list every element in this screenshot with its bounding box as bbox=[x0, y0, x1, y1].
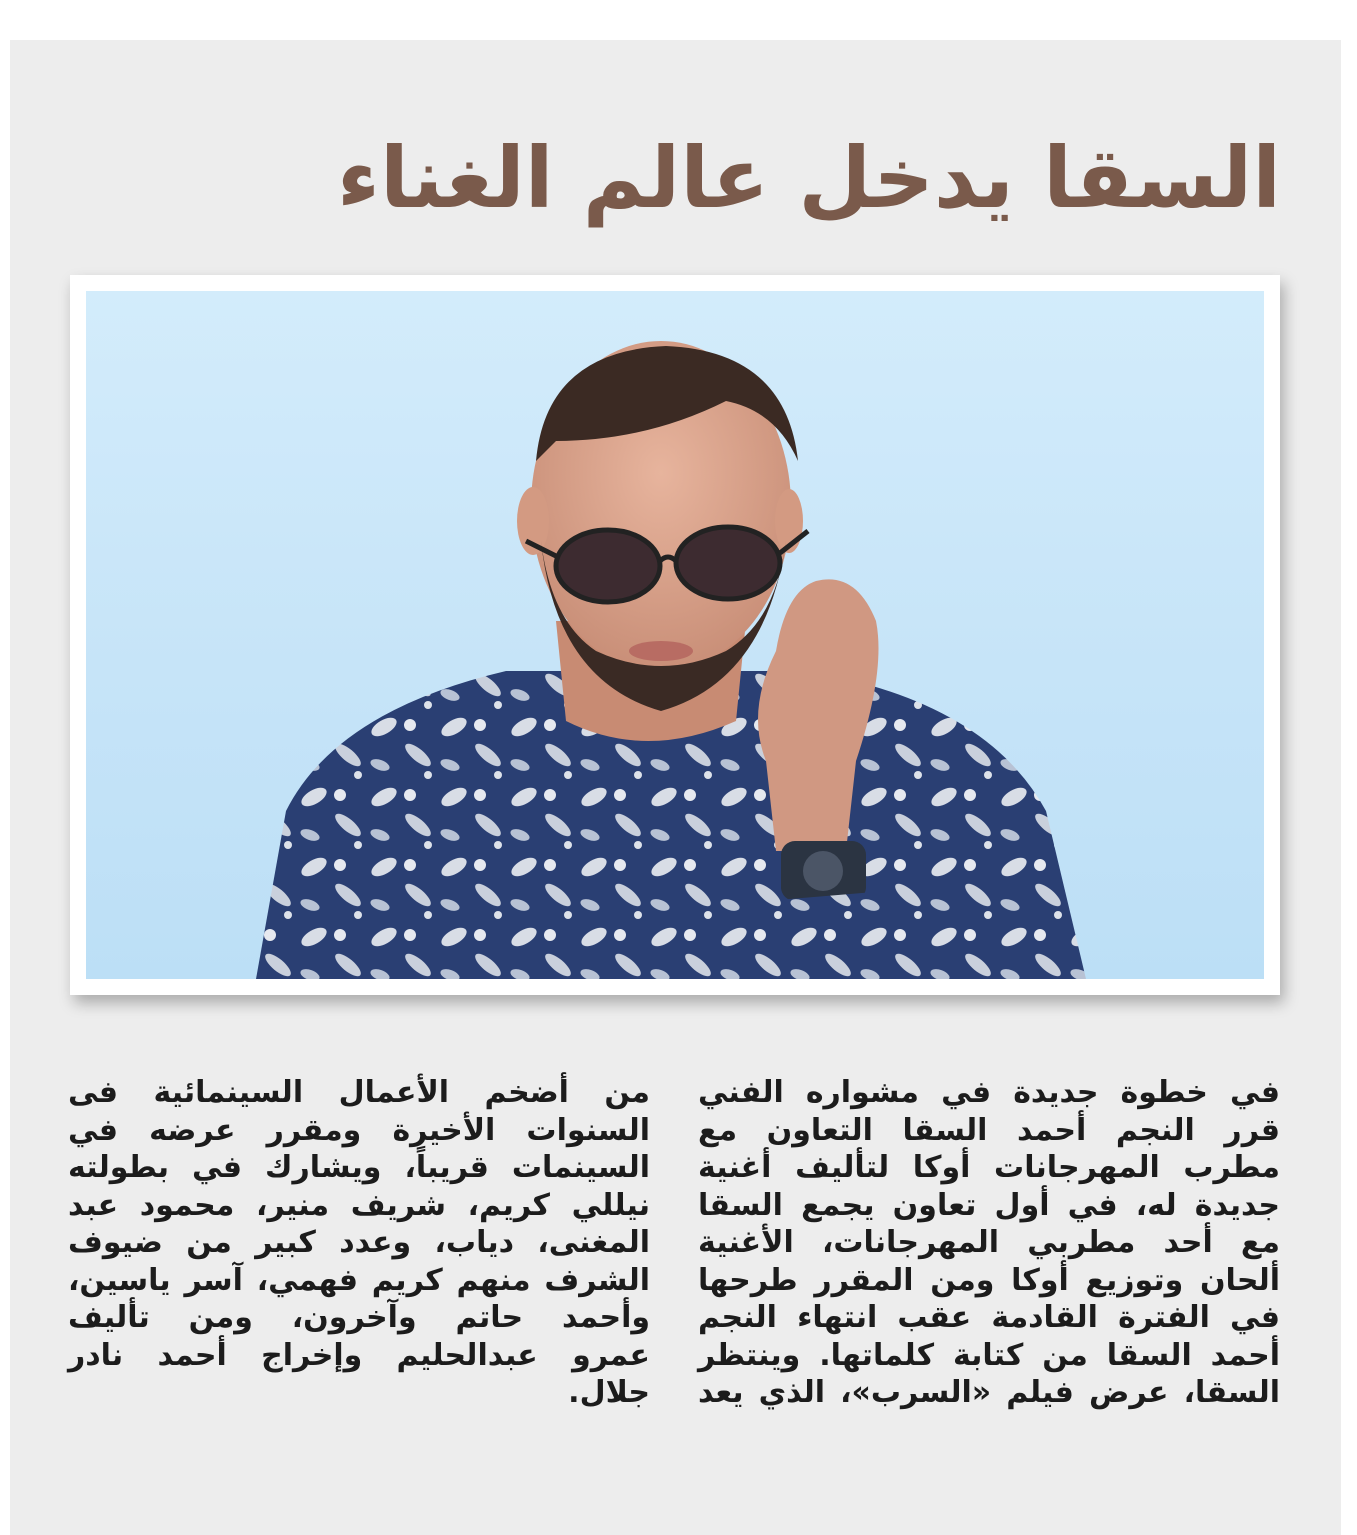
article-headline: السقا يدخل عالم الغناء bbox=[337, 129, 1281, 227]
article-line: عمرو عبدالحليم وإخراج أحمد نادر bbox=[68, 1337, 650, 1373]
article-line: جلال. bbox=[568, 1375, 650, 1410]
article-line: جديدة له، في أول تعاون يجمع السقا bbox=[698, 1187, 1280, 1223]
article-photo-frame bbox=[70, 275, 1280, 995]
portrait-illustration bbox=[86, 291, 1264, 979]
article-column-right bbox=[698, 1074, 1280, 1412]
article-line: مطرب المهرجانات أوكا لتأليف أغنية bbox=[698, 1150, 1280, 1185]
article-line: السقا، عرض فيلم «السرب»، الذي يعد bbox=[698, 1375, 1280, 1410]
article-line: من أضخم الأعمال السينمائية فى bbox=[68, 1075, 650, 1110]
article-line: السينمات قريباً، ويشارك في بطولته bbox=[68, 1150, 650, 1185]
article-line: في خطوة جديدة في مشواره الفني bbox=[698, 1075, 1280, 1110]
article-line: مع أحد مطربي المهرجانات، الأغنية bbox=[698, 1225, 1280, 1260]
article-body bbox=[68, 1074, 1280, 1514]
article-line: في الفترة القادمة عقب انتهاء النجم bbox=[698, 1300, 1280, 1335]
article-line: وأحمد حاتم وآخرون، ومن تأليف bbox=[68, 1300, 650, 1335]
article-line: نيللي كريم، شريف منير، محمود عبد bbox=[68, 1187, 650, 1223]
article-line: ألحان وتوزيع أوكا ومن المقرر طرحها bbox=[698, 1262, 1280, 1298]
article-photo bbox=[86, 291, 1264, 979]
article-line: قرر النجم أحمد السقا التعاون مع bbox=[698, 1112, 1280, 1148]
article-line: السنوات الأخيرة ومقرر عرضه في bbox=[68, 1112, 650, 1148]
article-line: المغنى، دياب، وعدد كبير من ضيوف bbox=[68, 1225, 650, 1260]
article-line: أحمد السقا من كتابة كلماتها. وينتظر bbox=[698, 1337, 1280, 1373]
article-column-left bbox=[68, 1074, 650, 1412]
article-line: الشرف منهم كريم فهمي، آسر ياسين، bbox=[68, 1262, 650, 1298]
